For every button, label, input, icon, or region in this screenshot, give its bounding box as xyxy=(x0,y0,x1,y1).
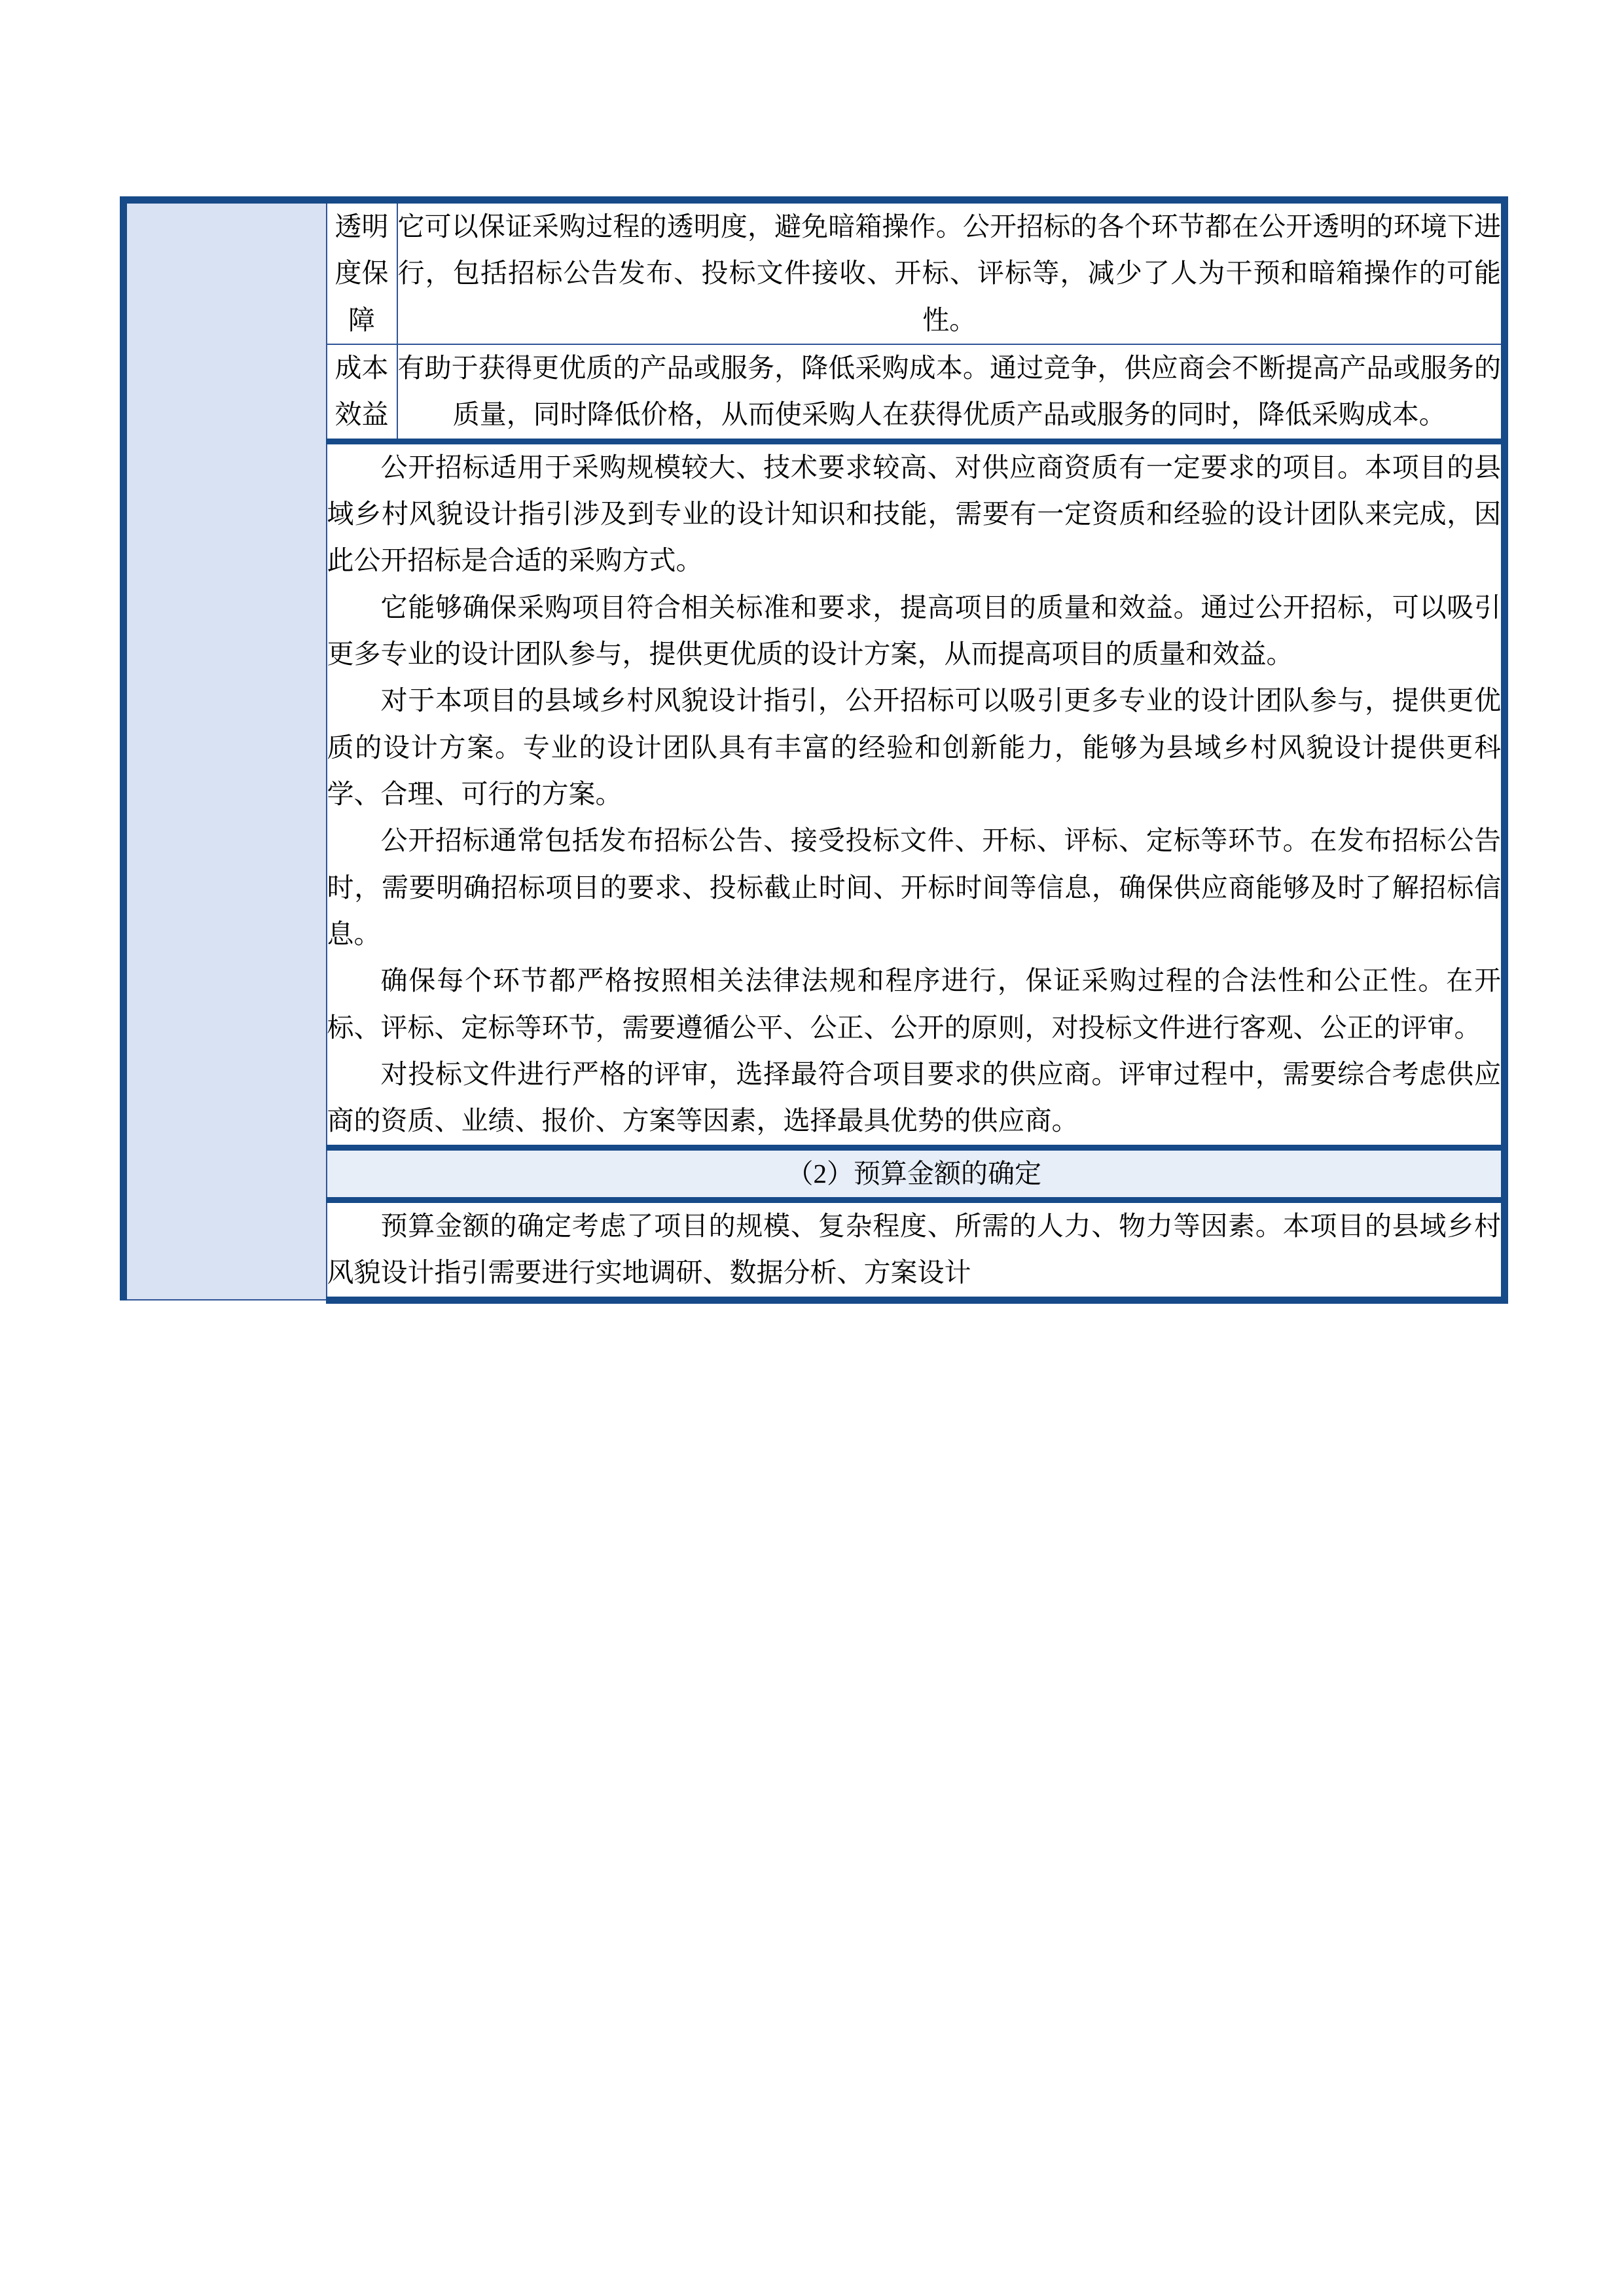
table-row xyxy=(124,200,1505,344)
row-body-text: 它可以保证采购过程的透明度，避免暗箱操作。公开招标的各个环节都在公开透明的环境下进行，包括招标公告发布、投标文件接收、开标、评标等，减少了人为干预和暗箱操作的可能性。 xyxy=(397,211,1501,335)
row-label-line: 度保 xyxy=(334,258,389,289)
subheading-text: （2）预算金额的确定 xyxy=(786,1158,1041,1189)
left-shaded-column xyxy=(124,200,327,1300)
paragraph: 对投标文件进行严格的评审，选择最符合项目要求的供应商。评审过程中，需要综合考虑供应商的资质、业绩、报价、方案等因素，选择最具优势的供应商。 xyxy=(327,1058,1501,1136)
paragraph: 预算金额的确定考虑了项目的规模、复杂程度、所需的人力、物力等因素。本项目的县域乡村风貌设计指引需要进行实地调研、数据分析、方案设计 xyxy=(327,1210,1501,1288)
row-label-line: 障 xyxy=(348,304,375,335)
paragraph: 对于本项目的县域乡村风貌设计指引，公开招标可以吸引更多专业的设计团队参与，提供更优质的设计方案。专业的设计团队具有丰富的经验和创新能力，能够为县域乡村风貌设计提供更科学、合理、可行的方案。 xyxy=(327,685,1501,809)
paragraph: 公开招标适用于采购规模较大、技术要求较高、对供应商资质有一定要求的项目。本项目的县域乡村风貌设计指引涉及到专业的设计知识和技能，需要有一定资质和经验的设计团队来完成，因此公开招标是合适的采购方式。 xyxy=(327,452,1501,576)
table-row xyxy=(124,1200,1505,1300)
row-body-transparency xyxy=(397,200,1505,344)
document-table xyxy=(120,196,1508,1304)
row-body-cost-benefit xyxy=(397,344,1505,441)
paragraph: 它能够确保采购项目符合相关标准和要求，提高项目的质量和效益。通过公开招标，可以吸引更多专业的设计团队参与，提供更优质的设计方案，从而提高项目的质量和效益。 xyxy=(327,592,1501,669)
paragraph: 公开招标通常包括发布招标公告、接受投标文件、开标、评标、定标等环节。在发布招标公告时，需要明确招标项目的要求、投标截止时间、开标时间等信息，确保供应商能够及时了解招标信息。 xyxy=(327,825,1501,949)
table-row xyxy=(124,1147,1505,1200)
paragraph: 确保每个环节都严格按照相关法律法规和程序进行，保证采购过程的合法性和公正性。在开标、评标、定标等环节，需要遵循公平、公正、公开的原则，对投标文件进行客观、公正的评审。 xyxy=(327,965,1501,1043)
row-body-text: 有助于获得更优质的产品或服务，降低采购成本。通过竞争，供应商会不断提高产品或服务的质量，同时降低价格，从而使采购人在获得优质产品或服务的同时，降低采购成本。 xyxy=(397,352,1501,430)
row-label-line: 成本 xyxy=(334,352,389,383)
open-tender-analysis-cell xyxy=(327,441,1505,1147)
table-row xyxy=(124,344,1505,441)
budget-body-cell xyxy=(327,1200,1505,1300)
row-label-transparency xyxy=(327,200,397,344)
row-label-cost-benefit xyxy=(327,344,397,441)
row-label-line: 透明 xyxy=(334,211,389,242)
table-row xyxy=(124,441,1505,1147)
budget-subheading-cell xyxy=(327,1147,1505,1200)
row-label-line: 效益 xyxy=(334,399,389,430)
